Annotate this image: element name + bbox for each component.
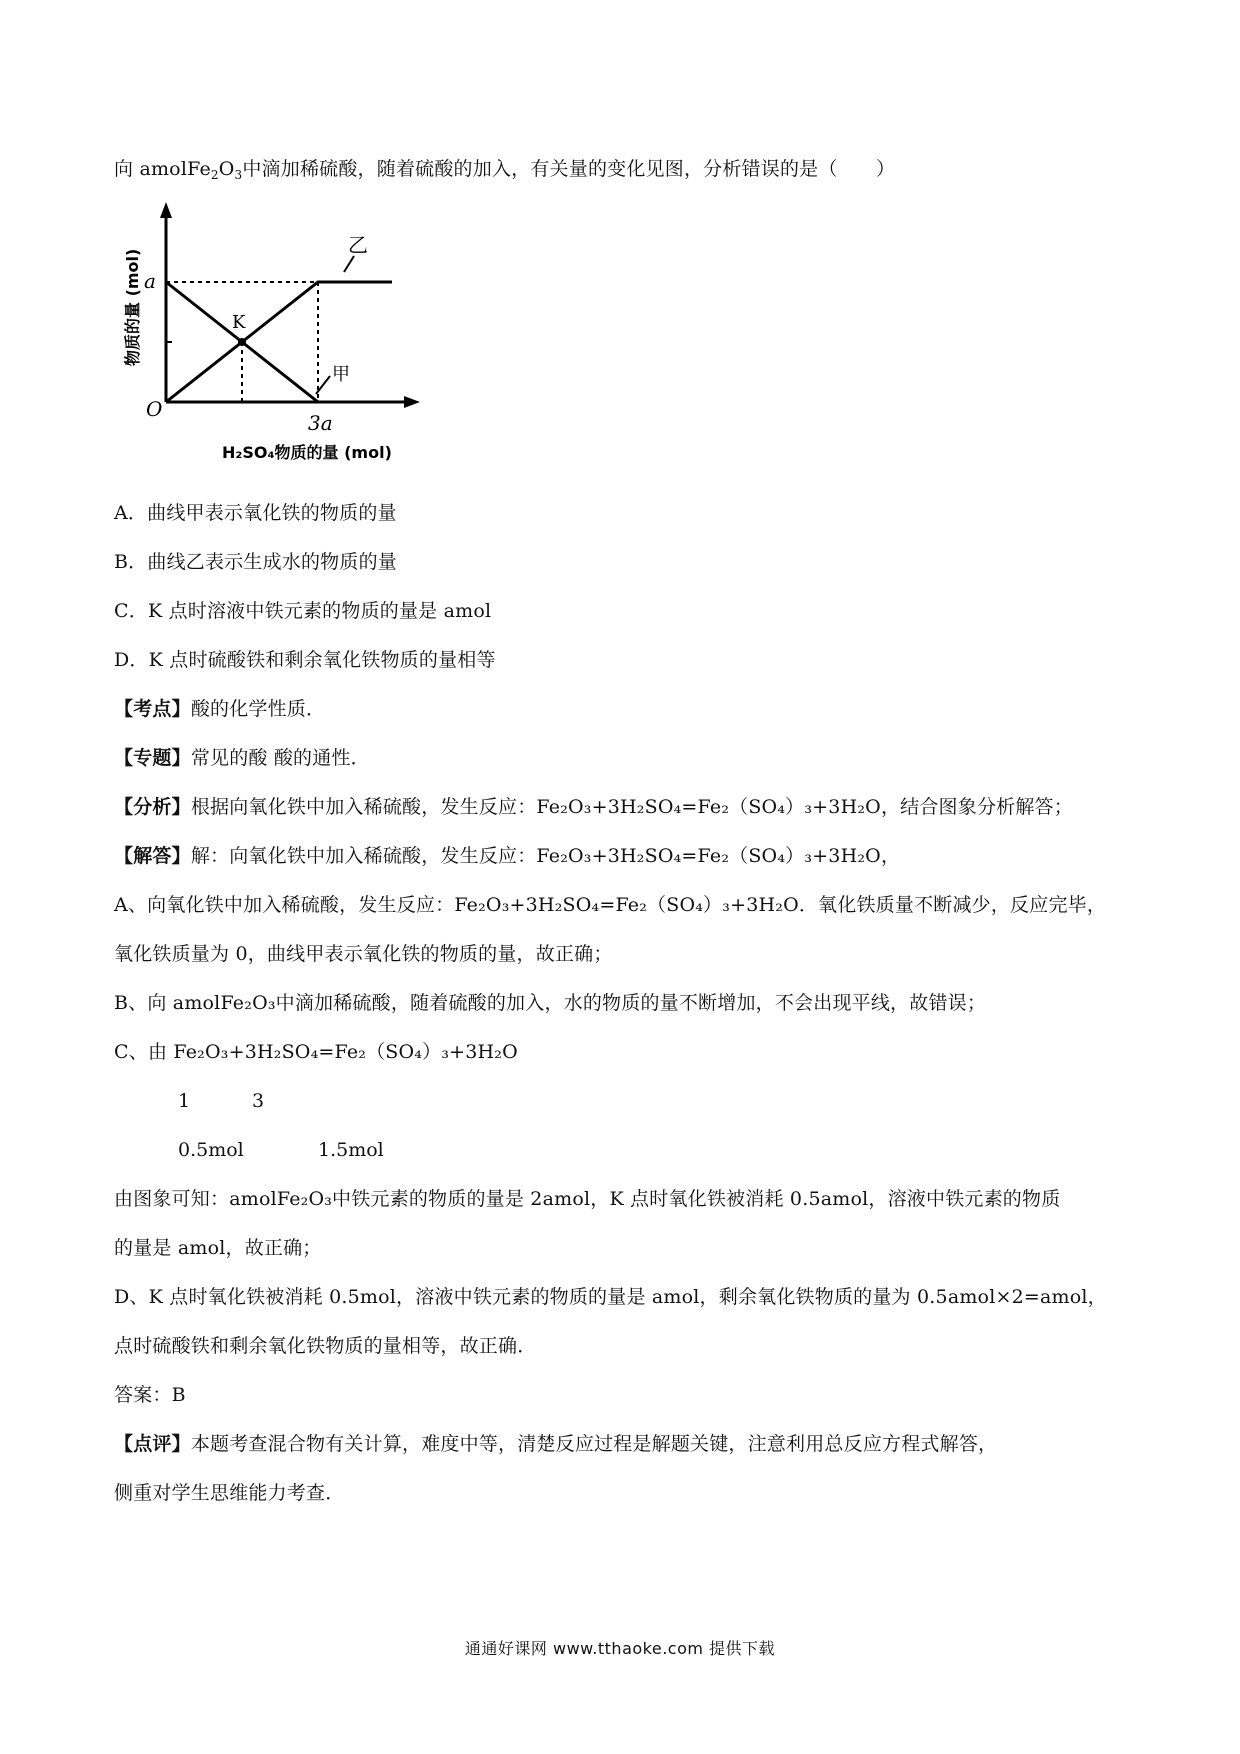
jieda-line	[114, 843, 900, 869]
kaodian-tag: 【考点】	[114, 698, 191, 720]
calc-amount-2: 1.5mol	[318, 1139, 384, 1161]
origin-label: O	[146, 397, 163, 421]
jieda-text: 解：向氧化铁中加入稀硫酸，发生反应：Fe₂O₃+3H₂SO₄=Fe₂（SO₄）₃+3H₂O，	[190, 845, 901, 867]
dianping-line2: 侧重对学生思维能力考查．	[114, 1482, 345, 1504]
reaction-graph	[122, 196, 440, 472]
answer-c-line2: 由图象可知：amolFe₂O₃中铁元素的物质的量是 2amol，K 点时氧化铁被消耗 0.5amol，溶液中铁元素的物质	[114, 1188, 1061, 1210]
question-text-mid: O	[218, 158, 235, 180]
option-d: D．K 点时硫酸铁和剩余氧化铁物质的量相等	[114, 649, 496, 671]
fenxi-line	[114, 794, 1073, 820]
page-footer: 通通好课网 www.tthaoke.com 提供下载	[464, 1639, 776, 1658]
subscript: 2	[210, 168, 219, 182]
fenxi-tag: 【分析】	[114, 796, 191, 818]
curve-yi	[166, 282, 392, 402]
answer-b-line: B、向 amolFe₂O₃中滴加稀硫酸，随着硫酸的加入，水的物质的量不断增加，不会出现平线，故错误；	[114, 992, 987, 1014]
dianping-text: 本题考查混合物有关计算，难度中等，清楚反应过程是解题关键，注意利用总反应方程式解答，	[190, 1433, 998, 1455]
x-axis-arrow	[404, 396, 420, 408]
y-axis-arrow	[160, 202, 172, 218]
x-3a-label: 3a	[308, 411, 333, 435]
fenxi-text: 根据向氧化铁中加入稀硫酸，发生反应：Fe₂O₃+3H₂SO₄=Fe₂（SO₄）₃+3H₂O，结合图象分析解答；	[190, 796, 1073, 818]
dianping-tag: 【点评】	[114, 1433, 191, 1455]
option-c: C．K 点时溶液中铁元素的物质的量是 amol	[114, 600, 492, 622]
answer-d-line1: D、K 点时氧化铁被消耗 0.5mol，溶液中铁元素的物质的量是 amol，剩余氧化铁物质的量为 0.5amol×2=amol，	[114, 1286, 1107, 1308]
subscript: 3	[234, 168, 243, 182]
calc-coef-1: 1	[178, 1090, 191, 1112]
option-b: B．曲线乙表示生成水的物质的量	[114, 551, 397, 573]
dianping-line	[114, 1431, 997, 1457]
zhuanti-text: 常见的酸 酸的通性．	[190, 747, 370, 769]
answer-c-line3: 的量是 amol，故正确；	[114, 1237, 322, 1259]
calc-amount-1: 0.5mol	[178, 1139, 244, 1161]
question-stem	[114, 156, 895, 188]
jia-label: 甲	[332, 364, 350, 385]
zhuanti-tag: 【专题】	[114, 747, 191, 769]
answer-a-line1: A、向氧化铁中加入稀硫酸，发生反应：Fe₂O₃+3H₂SO₄=Fe₂（SO₄）₃+3H₂O．氧化铁质量不断减少，反应完毕，	[114, 894, 1107, 916]
k-point	[238, 338, 246, 346]
question-text-end: 中滴加稀硫酸，随着硫酸的加入，有关量的变化见图，分析错误的是（ ）	[242, 158, 896, 180]
jieda-tag: 【解答】	[114, 845, 191, 867]
question-text-start: 向 amolFe	[114, 158, 211, 180]
y-axis-title: 物质的量 (mol)	[123, 248, 142, 366]
kaodian-line	[114, 696, 325, 722]
a-label: a	[144, 269, 156, 293]
yi-label: 乙	[348, 233, 368, 257]
zhuanti-line	[114, 745, 370, 771]
kaodian-text: 酸的化学性质．	[190, 698, 326, 720]
k-label: K	[232, 312, 246, 333]
final-answer: 答案：B	[114, 1384, 186, 1406]
answer-a-line2: 氧化铁质量为 0，曲线甲表示氧化铁的物质的量，故正确；	[114, 943, 613, 965]
yi-pointer	[344, 256, 354, 272]
calc-coef-3: 3	[252, 1090, 265, 1112]
option-a: A．曲线甲表示氧化铁的物质的量	[114, 502, 397, 524]
x-axis-title: H₂SO₄物质的量 (mol)	[222, 443, 392, 462]
answer-c-equation: C、由 Fe₂O₃+3H₂SO₄=Fe₂（SO₄）₃+3H₂O	[114, 1041, 518, 1063]
answer-d-line2: 点时硫酸铁和剩余氧化铁物质的量相等，故正确．	[114, 1335, 537, 1357]
